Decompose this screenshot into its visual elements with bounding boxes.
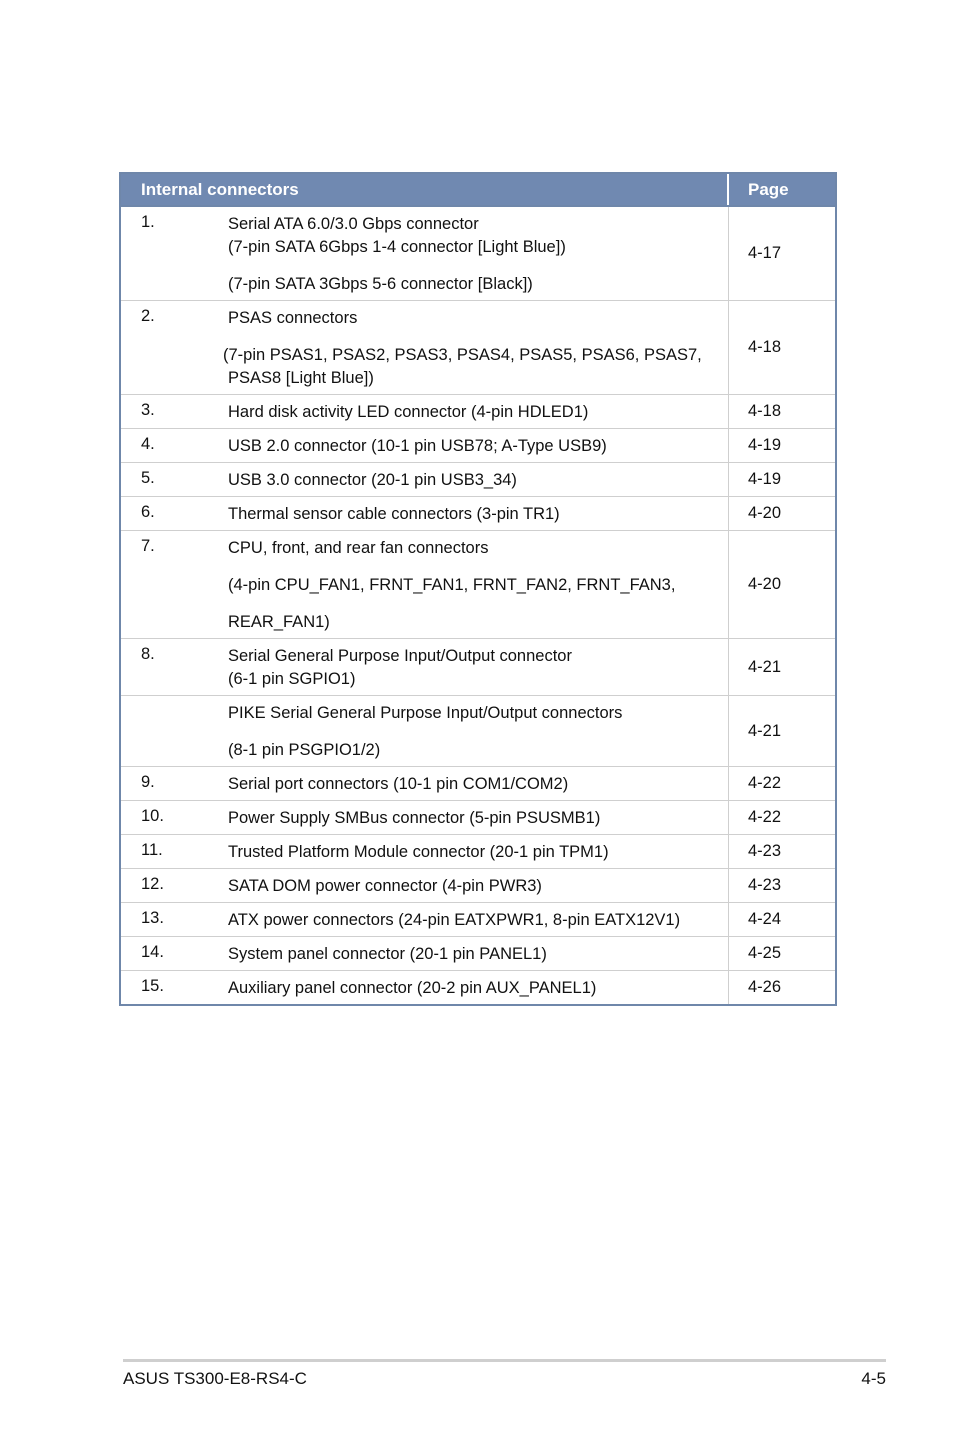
connector-cell — [121, 767, 729, 800]
connector-cell — [121, 801, 729, 834]
row-number: 8. — [141, 645, 155, 663]
row-number: 14. — [141, 943, 164, 961]
page-reference: 4-18 — [748, 402, 782, 420]
page-reference: 4-23 — [748, 876, 782, 894]
description-line: System panel connector (20-1 pin PANEL1) — [228, 945, 547, 963]
table-row — [121, 695, 835, 766]
table-row — [121, 834, 835, 868]
connector-description — [228, 971, 728, 1004]
description-line: Hard disk activity LED connector (4-pin HDLED1) — [228, 403, 589, 421]
connector-description — [223, 301, 728, 394]
table-row — [121, 462, 835, 496]
table-row — [121, 428, 835, 462]
row-number: 12. — [141, 875, 164, 893]
table-row — [121, 207, 835, 300]
description-line: Power Supply SMBus connector (5-pin PSUSMB1) — [228, 809, 601, 827]
description-line: (8-1 pin PSGPIO1/2) — [228, 741, 381, 759]
connectors-table — [119, 172, 837, 1006]
page-reference: 4-24 — [748, 910, 782, 928]
connector-description — [228, 801, 728, 834]
table-row — [121, 530, 835, 638]
table-body — [121, 207, 835, 1004]
description-line: USB 3.0 connector (20-1 pin USB3_34) — [228, 471, 517, 489]
description-line: PIKE Serial General Purpose Input/Output connectors — [228, 704, 623, 722]
table-row — [121, 496, 835, 530]
page-reference: 4-23 — [748, 842, 782, 860]
connector-cell — [121, 395, 729, 428]
page-reference: 4-21 — [748, 721, 782, 740]
connector-cell — [121, 903, 729, 936]
connector-description — [228, 463, 728, 496]
table-row — [121, 970, 835, 1004]
row-number: 1. — [141, 213, 155, 231]
description-line: Serial port connectors (10-1 pin COM1/COM2) — [228, 775, 569, 793]
row-number: 3. — [141, 401, 155, 419]
header-internal-connectors: Internal connectors — [121, 174, 729, 205]
connector-description — [228, 429, 728, 462]
connector-description — [228, 696, 728, 766]
table-row — [121, 300, 835, 394]
page-reference: 4-22 — [748, 774, 782, 792]
description-line: (6-1 pin SGPIO1) — [228, 670, 356, 688]
description-line: PSAS8 [Light Blue]) — [228, 369, 374, 387]
description-line: (7-pin PSAS1, PSAS2, PSAS3, PSAS4, PSAS5, PSAS6, PSAS7, — [223, 346, 702, 364]
row-number: 15. — [141, 977, 164, 995]
connector-cell — [121, 869, 729, 902]
row-number: 11. — [141, 841, 163, 859]
connector-description — [228, 903, 728, 936]
page-reference: 4-21 — [748, 657, 782, 676]
description-line: ATX power connectors (24-pin EATXPWR1, 8-pin EATX12V1) — [228, 911, 681, 929]
page-reference: 4-20 — [748, 575, 782, 593]
connector-description — [228, 207, 728, 300]
row-number: 9. — [141, 773, 155, 791]
page-reference: 4-20 — [748, 504, 782, 522]
connector-cell — [121, 639, 729, 695]
description-line: Auxiliary panel connector (20-2 pin AUX_PANEL1) — [228, 979, 597, 997]
connector-description — [228, 639, 728, 695]
row-number: 13. — [141, 909, 164, 927]
page-reference: 4-17 — [748, 244, 782, 262]
description-line: Serial ATA 6.0/3.0 Gbps connector — [228, 215, 479, 233]
row-number — [121, 696, 228, 766]
footer-page-number: 4-5 — [861, 1369, 886, 1388]
description-line: Thermal sensor cable connectors (3-pin TR1) — [228, 505, 560, 523]
page-reference: 4-22 — [748, 808, 782, 826]
page-reference: 4-25 — [748, 944, 782, 962]
row-number: 4. — [141, 435, 155, 453]
connector-description — [228, 869, 728, 902]
table-row — [121, 902, 835, 936]
description-line: CPU, front, and rear fan connectors — [228, 539, 489, 557]
table-row — [121, 868, 835, 902]
row-number: 7. — [141, 537, 155, 555]
description-line: (7-pin SATA 3Gbps 5-6 connector [Black]) — [228, 275, 533, 293]
table-row — [121, 394, 835, 428]
description-line: (7-pin SATA 6Gbps 1-4 connector [Light Blue]) — [228, 238, 566, 256]
table-row — [121, 800, 835, 834]
table-row — [121, 936, 835, 970]
connector-cell — [121, 497, 729, 530]
row-number: 2. — [141, 307, 155, 325]
page-reference: 4-19 — [748, 436, 782, 454]
page-reference: 4-26 — [748, 978, 782, 996]
footer-rule — [123, 1359, 886, 1362]
row-number: 10. — [141, 807, 164, 825]
connector-cell — [121, 429, 729, 462]
description-line: REAR_FAN1) — [228, 613, 330, 631]
connector-description — [228, 497, 728, 530]
connector-description — [228, 531, 728, 638]
description-line: PSAS connectors — [228, 309, 358, 327]
connector-cell — [121, 463, 729, 496]
description-line: SATA DOM power connector (4-pin PWR3) — [228, 877, 542, 895]
description-line: Serial General Purpose Input/Output connector — [228, 647, 572, 665]
connector-description — [228, 835, 728, 868]
row-number: 6. — [141, 503, 155, 521]
table-row — [121, 638, 835, 695]
connector-cell — [121, 531, 729, 638]
description-line: Trusted Platform Module connector (20-1 pin TPM1) — [228, 843, 609, 861]
header-page: Page — [748, 180, 789, 199]
table-header — [121, 174, 835, 207]
description-line: (4-pin CPU_FAN1, FRNT_FAN1, FRNT_FAN2, FRNT_FAN3, — [228, 576, 676, 594]
footer-product-name: ASUS TS300-E8-RS4-C — [123, 1369, 307, 1388]
description-line: USB 2.0 connector (10-1 pin USB78; A-Type USB9) — [228, 437, 607, 455]
connector-description — [228, 937, 728, 970]
page-reference: 4-18 — [748, 338, 782, 356]
table-row — [121, 766, 835, 800]
row-number: 5. — [141, 469, 155, 487]
connector-cell — [121, 971, 729, 1004]
connector-cell — [121, 696, 729, 766]
connector-description — [228, 767, 728, 800]
page-reference: 4-19 — [748, 470, 782, 488]
connector-cell — [121, 937, 729, 970]
connector-cell — [121, 301, 729, 394]
connector-cell — [121, 207, 729, 300]
connector-cell — [121, 835, 729, 868]
connector-description — [228, 395, 728, 428]
